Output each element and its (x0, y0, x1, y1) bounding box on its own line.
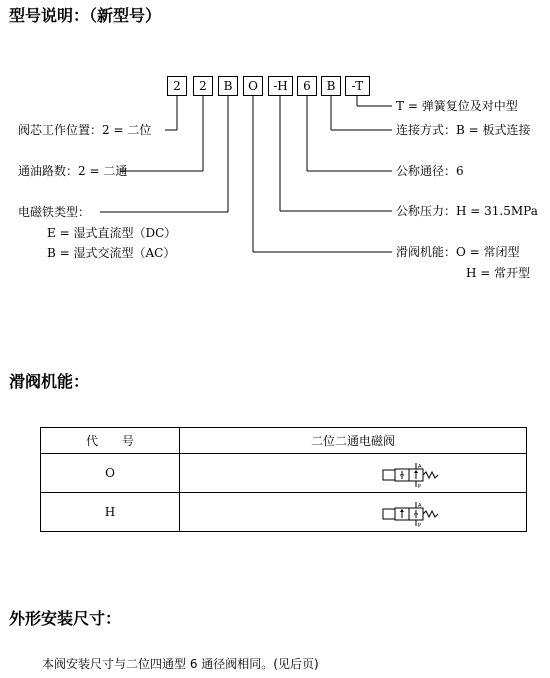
table-row (41, 493, 527, 532)
port-a-label: A (418, 464, 422, 470)
label-valve-position: 阀芯工作位置：2 = 二位 (18, 123, 152, 137)
code-box-7: B (321, 76, 341, 96)
header-valve: 二位二通电磁阀 (180, 428, 527, 454)
row-code: O (41, 454, 180, 493)
table-row (41, 454, 527, 493)
label-solenoid-b: B = 湿式交流型（AC） (47, 246, 176, 260)
code-box-1: 2 (167, 76, 187, 96)
label-spring: T = 弹簧复位及对中型 (396, 99, 518, 113)
symbol-cell (180, 454, 527, 493)
code-box-2: 2 (193, 76, 213, 96)
table-header-row (41, 428, 527, 454)
function-section-title: 滑阀机能： (9, 372, 90, 391)
normally-closed-valve-icon (380, 463, 444, 489)
label-solenoid-type: 电磁铁类型： (18, 205, 91, 219)
label-diameter: 公称通径：6 (396, 164, 464, 178)
port-a-label: A (418, 503, 422, 509)
code-box-3: B (218, 76, 238, 96)
label-oil-ports: 通油路数：2 = 二通 (18, 164, 128, 178)
code-box-6: 6 (297, 76, 317, 96)
symbol-cell (180, 493, 527, 532)
port-p-label: P (418, 484, 422, 489)
code-box-5: -H (268, 76, 293, 96)
code-box-4: O (243, 76, 263, 96)
header-code: 代 号 (41, 428, 180, 454)
code-box-8: -T (345, 76, 370, 96)
label-spool-h: H = 常开型 (466, 266, 531, 280)
install-note: 本阀安装尺寸与二位四通型 6 通径阀相同。(见后页) (42, 657, 319, 671)
normally-open-valve-icon (380, 502, 444, 528)
function-table (40, 427, 527, 532)
dimension-section-title: 外形安装尺寸： (9, 609, 122, 628)
label-spool-function: 滑阀机能：O = 常闭型 (396, 245, 520, 259)
label-pressure: 公称压力：H = 31.5MPa (396, 204, 538, 218)
label-connection: 连接方式：B = 板式连接 (396, 123, 531, 137)
label-solenoid-e: E = 湿式直流型（DC） (47, 226, 177, 240)
row-code: H (41, 493, 180, 532)
port-p-label: P (418, 523, 422, 528)
model-section-title: 型号说明：（新型号） (9, 6, 162, 25)
